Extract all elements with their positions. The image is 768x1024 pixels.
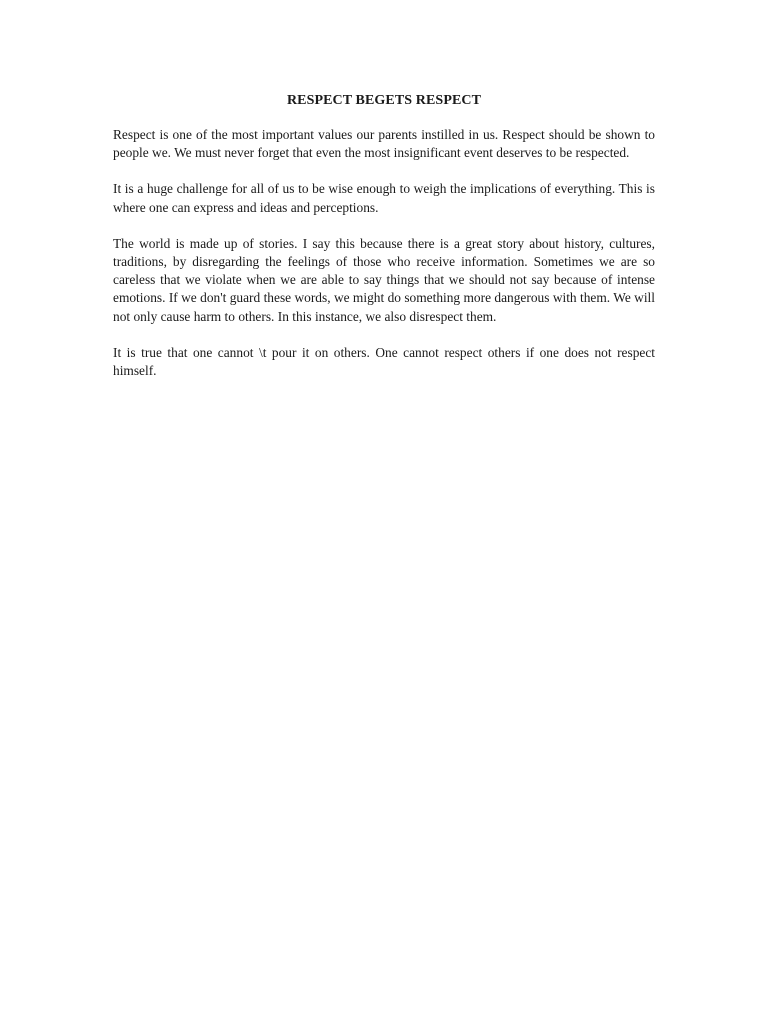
document-title: RESPECT BEGETS RESPECT (286, 93, 482, 108)
paragraph-1: Respect is one of the most important values our parents instilled in us. Respect should be shown to people we. We must never forget that even the most insignificant event deserves to be respected. (113, 127, 655, 161)
paragraph-4: It is true that one cannot \t pour it on others. One cannot respect others if one does not respect himself. (113, 344, 655, 379)
paragraph-3: The world is made up of stories. I say this because there is a great story about history, cultures, traditions, by disregarding the feelings of those who receive information. Sometimes we are so careless that we violate when we are able to say things that we should not say because of intense emotions. If we don't guard these words, we might do something more dangerous with them. We will not only cause harm to others. In this instance, we also disrespect them. (113, 235, 655, 324)
paragraph-2: It is a huge challenge for all of us to be wise enough to weigh the implications of everything. This is where one can express and ideas and perceptions. (113, 181, 655, 215)
document-body (113, 92, 655, 398)
